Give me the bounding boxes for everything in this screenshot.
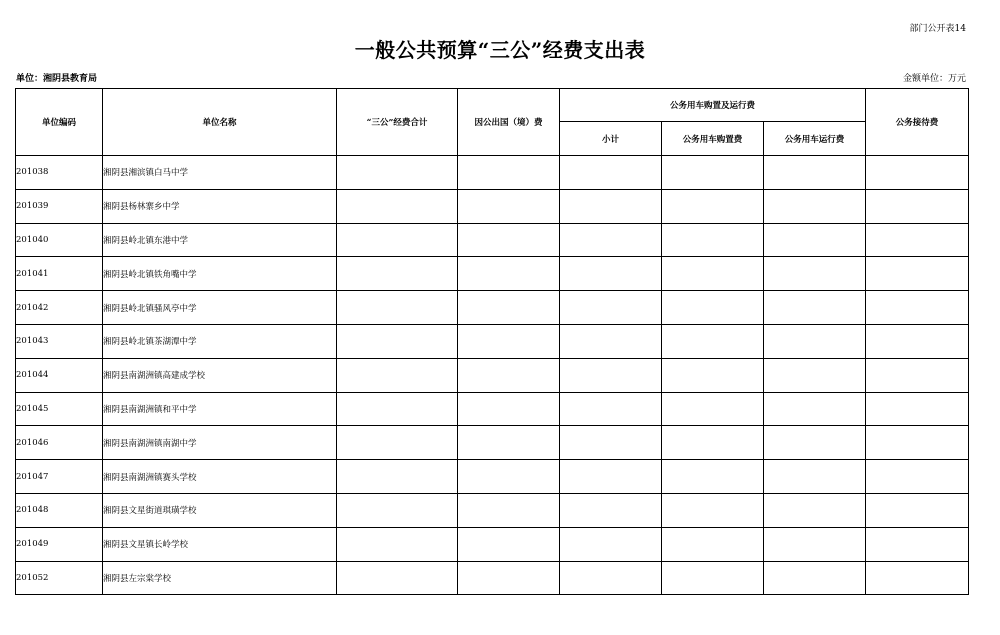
page-title: 一般公共预算“三公”经费支出表 [354, 38, 646, 62]
table-row [16, 392, 969, 426]
vehicle-purchase-cell [662, 358, 764, 392]
vehicle-subtotal-cell [560, 257, 662, 291]
reception-cell [866, 527, 969, 561]
unit-code-cell: 201038 [16, 156, 103, 190]
vehicle-operation-cell [764, 257, 866, 291]
reception-cell [866, 426, 969, 460]
header-vehicle-subtotal: 小计 [560, 122, 662, 156]
vehicle-operation-cell [764, 358, 866, 392]
vehicle-purchase-cell [662, 189, 764, 223]
reception-cell [866, 291, 969, 325]
total-cell [337, 223, 458, 257]
total-cell [337, 156, 458, 190]
vehicle-operation-cell [764, 426, 866, 460]
vehicle-subtotal-cell [560, 426, 662, 460]
overseas-cell [458, 527, 560, 561]
vehicle-subtotal-cell [560, 156, 662, 190]
header-vehicle-purchase: 公务用车购置费 [662, 122, 764, 156]
header-vehicle-group: 公务用车购置及运行费 [560, 89, 866, 122]
unit-code-cell: 201041 [16, 257, 103, 291]
table-row [16, 291, 969, 325]
reception-cell [866, 189, 969, 223]
unit-name-cell: 湘阴县文星镇长岭学校 [103, 527, 337, 561]
reception-cell [866, 257, 969, 291]
vehicle-purchase-cell [662, 561, 764, 595]
table-body [16, 156, 969, 595]
unit-name-cell: 湘阴县南湖洲镇和平中学 [103, 392, 337, 426]
total-cell [337, 561, 458, 595]
vehicle-purchase-cell [662, 156, 764, 190]
table-row [16, 527, 969, 561]
overseas-cell [458, 493, 560, 527]
unit-name-cell: 湘阴县岭北镇茶湖潭中学 [103, 324, 337, 358]
vehicle-purchase-cell [662, 493, 764, 527]
vehicle-operation-cell [764, 189, 866, 223]
total-cell [337, 426, 458, 460]
vehicle-operation-cell [764, 392, 866, 426]
total-cell [337, 460, 458, 494]
unit-code-cell: 201049 [16, 527, 103, 561]
table-row [16, 358, 969, 392]
vehicle-purchase-cell [662, 291, 764, 325]
table-row [16, 561, 969, 595]
unit-name-cell: 湘阴县杨林寨乡中学 [103, 189, 337, 223]
unit-name-cell: 湘阴县岭北镇铁角嘴中学 [103, 257, 337, 291]
vehicle-purchase-cell [662, 392, 764, 426]
vehicle-purchase-cell [662, 460, 764, 494]
reception-cell [866, 460, 969, 494]
unit-name-cell: 湘阴县湘滨镇白马中学 [103, 156, 337, 190]
table-row [16, 493, 969, 527]
vehicle-subtotal-cell [560, 291, 662, 325]
overseas-cell [458, 324, 560, 358]
vehicle-subtotal-cell [560, 527, 662, 561]
unit-name-cell: 湘阴县岭北镇东港中学 [103, 223, 337, 257]
header-unit-code: 单位编码 [16, 89, 103, 156]
total-cell [337, 392, 458, 426]
vehicle-operation-cell [764, 156, 866, 190]
overseas-cell [458, 257, 560, 291]
total-cell [337, 291, 458, 325]
vehicle-operation-cell [764, 291, 866, 325]
vehicle-subtotal-cell [560, 460, 662, 494]
vehicle-subtotal-cell [560, 493, 662, 527]
vehicle-purchase-cell [662, 426, 764, 460]
header-unit-name: 单位名称 [103, 89, 337, 156]
vehicle-operation-cell [764, 561, 866, 595]
amount-unit: 金额单位：万元 [902, 74, 966, 84]
unit-code-cell: 201052 [16, 561, 103, 595]
vehicle-operation-cell [764, 324, 866, 358]
unit-code-cell: 201043 [16, 324, 103, 358]
reception-cell [866, 324, 969, 358]
unit-code-cell: 201045 [16, 392, 103, 426]
header-total: “三公”经费合计 [337, 89, 458, 156]
overseas-cell [458, 561, 560, 595]
unit-name-cell: 湘阴县南湖洲镇高建成学校 [103, 358, 337, 392]
overseas-cell [458, 223, 560, 257]
reception-cell [866, 561, 969, 595]
table-row [16, 223, 969, 257]
three-public-expenses-table [15, 88, 969, 595]
vehicle-subtotal-cell [560, 392, 662, 426]
unit-code-cell: 201039 [16, 189, 103, 223]
reception-cell [866, 223, 969, 257]
form-number: 部门公开表14 [909, 24, 966, 34]
table-row [16, 257, 969, 291]
unit-code-cell: 201040 [16, 223, 103, 257]
table-row [16, 324, 969, 358]
vehicle-purchase-cell [662, 527, 764, 561]
vehicle-subtotal-cell [560, 189, 662, 223]
table-row [16, 156, 969, 190]
vehicle-operation-cell [764, 493, 866, 527]
total-cell [337, 257, 458, 291]
overseas-cell [458, 189, 560, 223]
header-reception: 公务接待费 [866, 89, 969, 156]
table-row [16, 426, 969, 460]
unit-name-cell: 湘阴县岭北镇骚风亭中学 [103, 291, 337, 325]
unit-code-cell: 201044 [16, 358, 103, 392]
vehicle-purchase-cell [662, 223, 764, 257]
table-row [16, 189, 969, 223]
unit-name-cell: 湘阴县南湖洲镇南湖中学 [103, 426, 337, 460]
unit-code-cell: 201046 [16, 426, 103, 460]
overseas-cell [458, 426, 560, 460]
header-vehicle-operation: 公务用车运行费 [764, 122, 866, 156]
vehicle-operation-cell [764, 527, 866, 561]
overseas-cell [458, 291, 560, 325]
overseas-cell [458, 156, 560, 190]
reception-cell [866, 493, 969, 527]
reception-cell [866, 392, 969, 426]
total-cell [337, 324, 458, 358]
total-cell [337, 493, 458, 527]
vehicle-operation-cell [764, 460, 866, 494]
reporting-unit: 单位：湘阴县教育局 [16, 74, 98, 84]
vehicle-subtotal-cell [560, 324, 662, 358]
reception-cell [866, 358, 969, 392]
total-cell [337, 189, 458, 223]
overseas-cell [458, 392, 560, 426]
unit-code-cell: 201048 [16, 493, 103, 527]
overseas-cell [458, 358, 560, 392]
unit-name-cell: 湘阴县左宗棠学校 [103, 561, 337, 595]
unit-code-cell: 201042 [16, 291, 103, 325]
table-row [16, 460, 969, 494]
vehicle-purchase-cell [662, 257, 764, 291]
total-cell [337, 358, 458, 392]
unit-name-cell: 湘阴县文星街道琪璜学校 [103, 493, 337, 527]
total-cell [337, 527, 458, 561]
header-overseas: 因公出国（境）费 [458, 89, 560, 156]
vehicle-subtotal-cell [560, 561, 662, 595]
vehicle-subtotal-cell [560, 358, 662, 392]
unit-name-cell: 湘阴县南湖洲镇赛头学校 [103, 460, 337, 494]
vehicle-operation-cell [764, 223, 866, 257]
vehicle-subtotal-cell [560, 223, 662, 257]
vehicle-purchase-cell [662, 324, 764, 358]
unit-code-cell: 201047 [16, 460, 103, 494]
reception-cell [866, 156, 969, 190]
overseas-cell [458, 460, 560, 494]
